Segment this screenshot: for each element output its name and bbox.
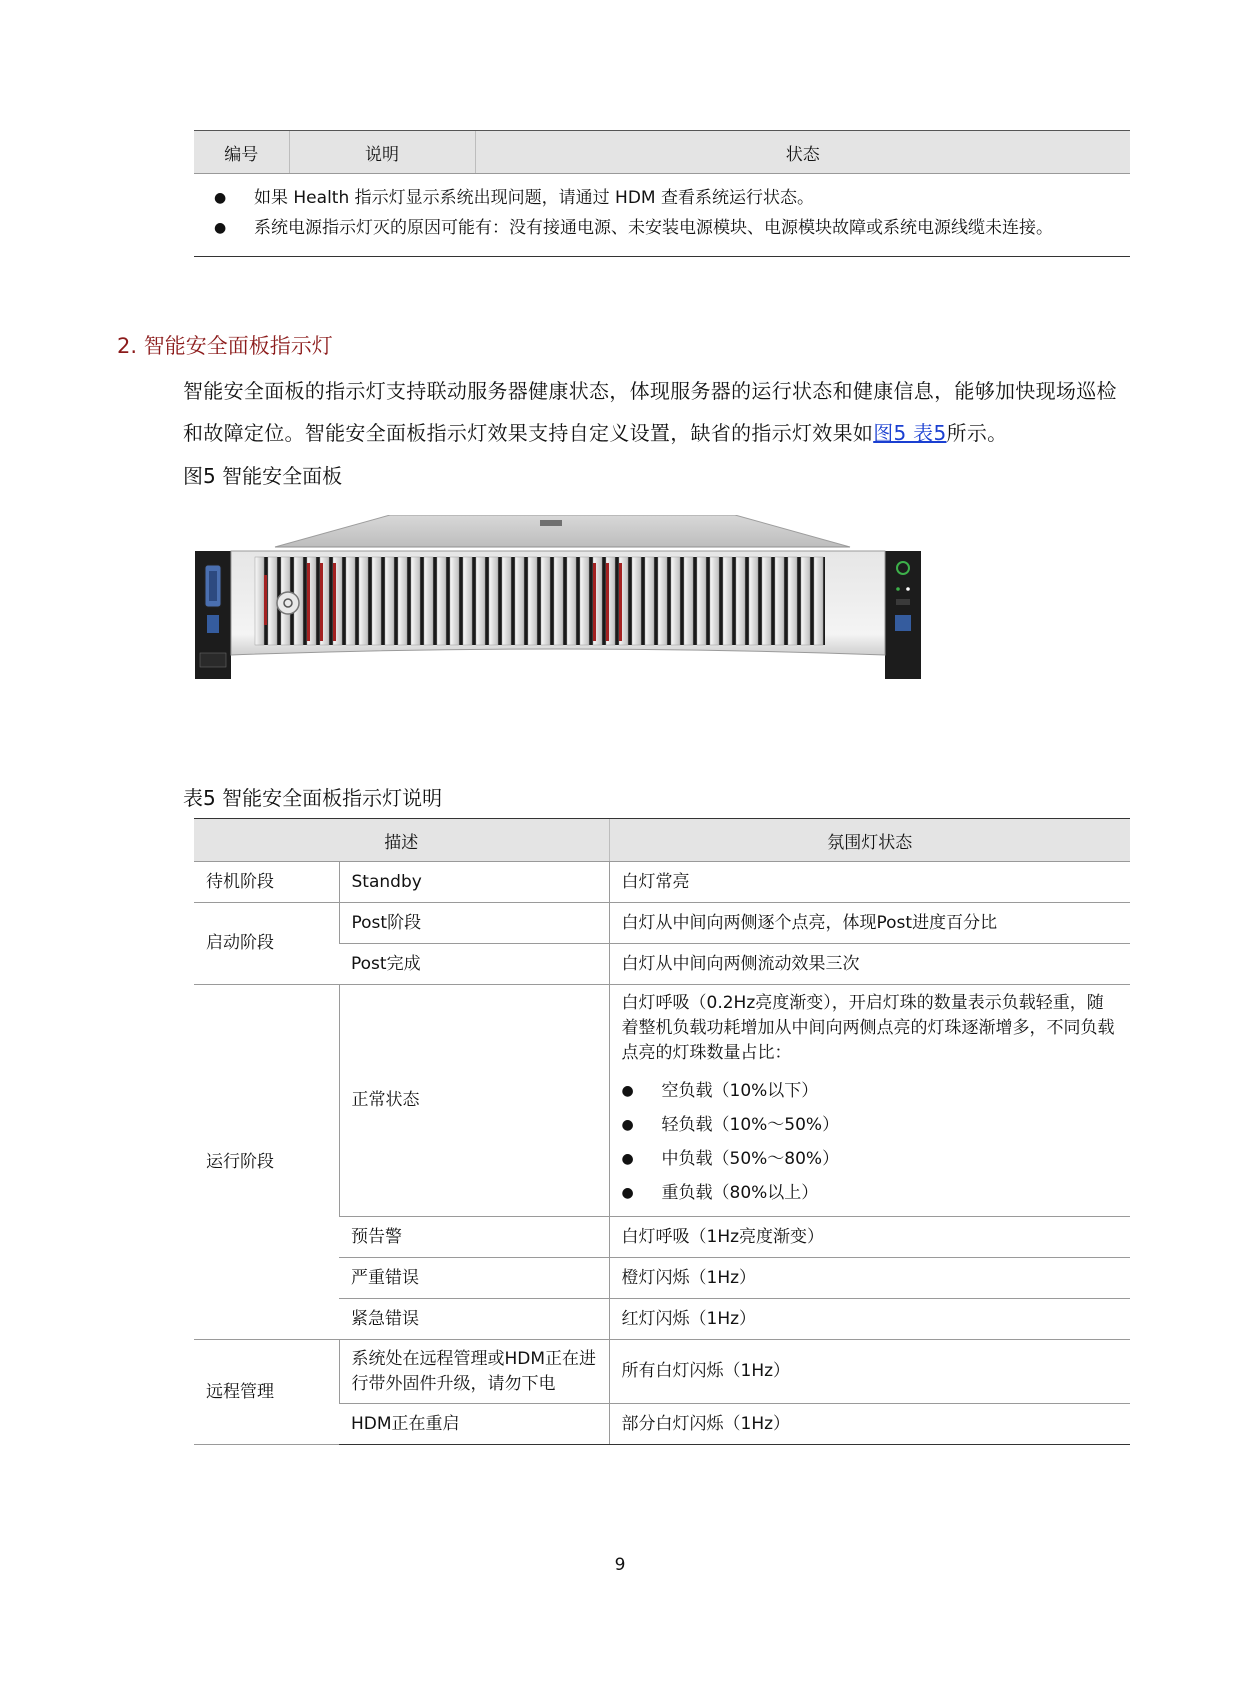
desc-cell: 预告警	[339, 1217, 609, 1258]
state-cell: 部分白灯闪烁（1Hz）	[609, 1404, 1130, 1445]
state-cell: 所有白灯闪烁（1Hz）	[609, 1340, 1130, 1404]
note-text: 系统电源指示灯灭的原因可能有：没有接通电源、未安装电源模块、电源模块故障或系统电源线缆未连接。	[254, 218, 1053, 238]
page-number: 9	[614, 1555, 626, 1575]
state-cell	[609, 985, 1130, 1217]
note-item	[206, 186, 1120, 210]
desc-cell: 严重错误	[339, 1258, 609, 1299]
header-desc: 描述	[194, 819, 609, 862]
continued-table	[194, 130, 1130, 257]
paragraph-tail: 所示。	[946, 421, 1008, 445]
table-row	[194, 903, 1130, 944]
header-status: 状态	[475, 131, 1130, 174]
note-item	[206, 216, 1120, 240]
load-level-label: 空负载（10%以下）	[661, 1080, 819, 1101]
bullet-icon: ●	[621, 1082, 634, 1099]
paragraph-text: 智能安全面板的指示灯支持联动服务器健康状态，体现服务器的运行状态和健康信息，能够加快现场巡检和故障定位。智能安全面板指示灯效果支持自定义设置，缺省的指示灯效果如	[183, 379, 1117, 445]
bullet-icon: ●	[621, 1184, 634, 1201]
table-row	[194, 985, 1130, 1217]
desc-cell: 正常状态	[339, 985, 609, 1217]
load-level-label: 中负载（50%～80%）	[661, 1148, 840, 1169]
load-level-label: 重负载（80%以上）	[661, 1182, 819, 1203]
state-cell: 白灯从中间向两侧流动效果三次	[609, 944, 1130, 985]
table-caption: 表5 智能安全面板指示灯说明	[183, 786, 443, 810]
bullet-icon: ●	[214, 220, 227, 236]
state-cell: 白灯呼吸（1Hz亮度渐变）	[609, 1217, 1130, 1258]
header-description: 说明	[289, 131, 475, 174]
stage-cell: 远程管理	[194, 1340, 339, 1445]
list-item	[622, 1074, 1119, 1108]
section-heading: 2. 智能安全面板指示灯	[117, 334, 333, 358]
normal-state-text: 白灯呼吸（0.2Hz亮度渐变），开启灯珠的数量表示负载轻重，随着整机负载功耗增加从中间向两侧点亮的灯珠逐渐增多，不同负载点亮的灯珠数量占比：	[621, 993, 1115, 1063]
figure-caption: 图5 智能安全面板	[183, 464, 343, 488]
state-cell: 橙灯闪烁（1Hz）	[609, 1258, 1130, 1299]
desc-cell: 紧急错误	[339, 1299, 609, 1340]
bezel-grille	[255, 557, 825, 645]
table-row	[194, 1340, 1130, 1404]
list-item	[622, 1176, 1119, 1210]
list-item	[622, 1108, 1119, 1142]
bezel-lock-icon	[277, 592, 299, 614]
body-paragraph	[183, 370, 1123, 454]
figure-table-link[interactable]: 图5 表5	[873, 421, 947, 445]
state-cell: 白灯常亮	[609, 862, 1130, 903]
load-level-label: 轻负载（10%～50%）	[661, 1114, 840, 1135]
bullet-icon: ●	[621, 1116, 634, 1133]
bullet-icon: ●	[621, 1150, 634, 1167]
table-row	[194, 862, 1130, 903]
load-level-list	[622, 1074, 1119, 1210]
state-cell: 白灯从中间向两侧逐个点亮，体现Post进度百分比	[609, 903, 1130, 944]
header-state: 氛围灯状态	[609, 819, 1130, 862]
smart-security-panel-image	[195, 515, 930, 701]
desc-cell: 系统处在远程管理或HDM正在进行带外固件升级，请勿下电	[339, 1340, 609, 1404]
bullet-icon: ●	[214, 190, 227, 206]
stage-cell: 运行阶段	[194, 985, 339, 1340]
desc-cell: Standby	[339, 862, 609, 903]
desc-cell: Post阶段	[339, 903, 609, 944]
indicator-table	[194, 818, 1130, 1445]
notes-cell	[194, 174, 1130, 257]
desc-cell: HDM正在重启	[339, 1404, 609, 1445]
state-cell: 红灯闪烁（1Hz）	[609, 1299, 1130, 1340]
list-item	[622, 1142, 1119, 1176]
desc-cell: Post完成	[339, 944, 609, 985]
header-number: 编号	[194, 131, 289, 174]
note-text: 如果 Health 指示灯显示系统出现问题，请通过 HDM 查看系统运行状态。	[254, 188, 814, 208]
stage-cell: 待机阶段	[194, 862, 339, 903]
stage-cell: 启动阶段	[194, 903, 339, 985]
